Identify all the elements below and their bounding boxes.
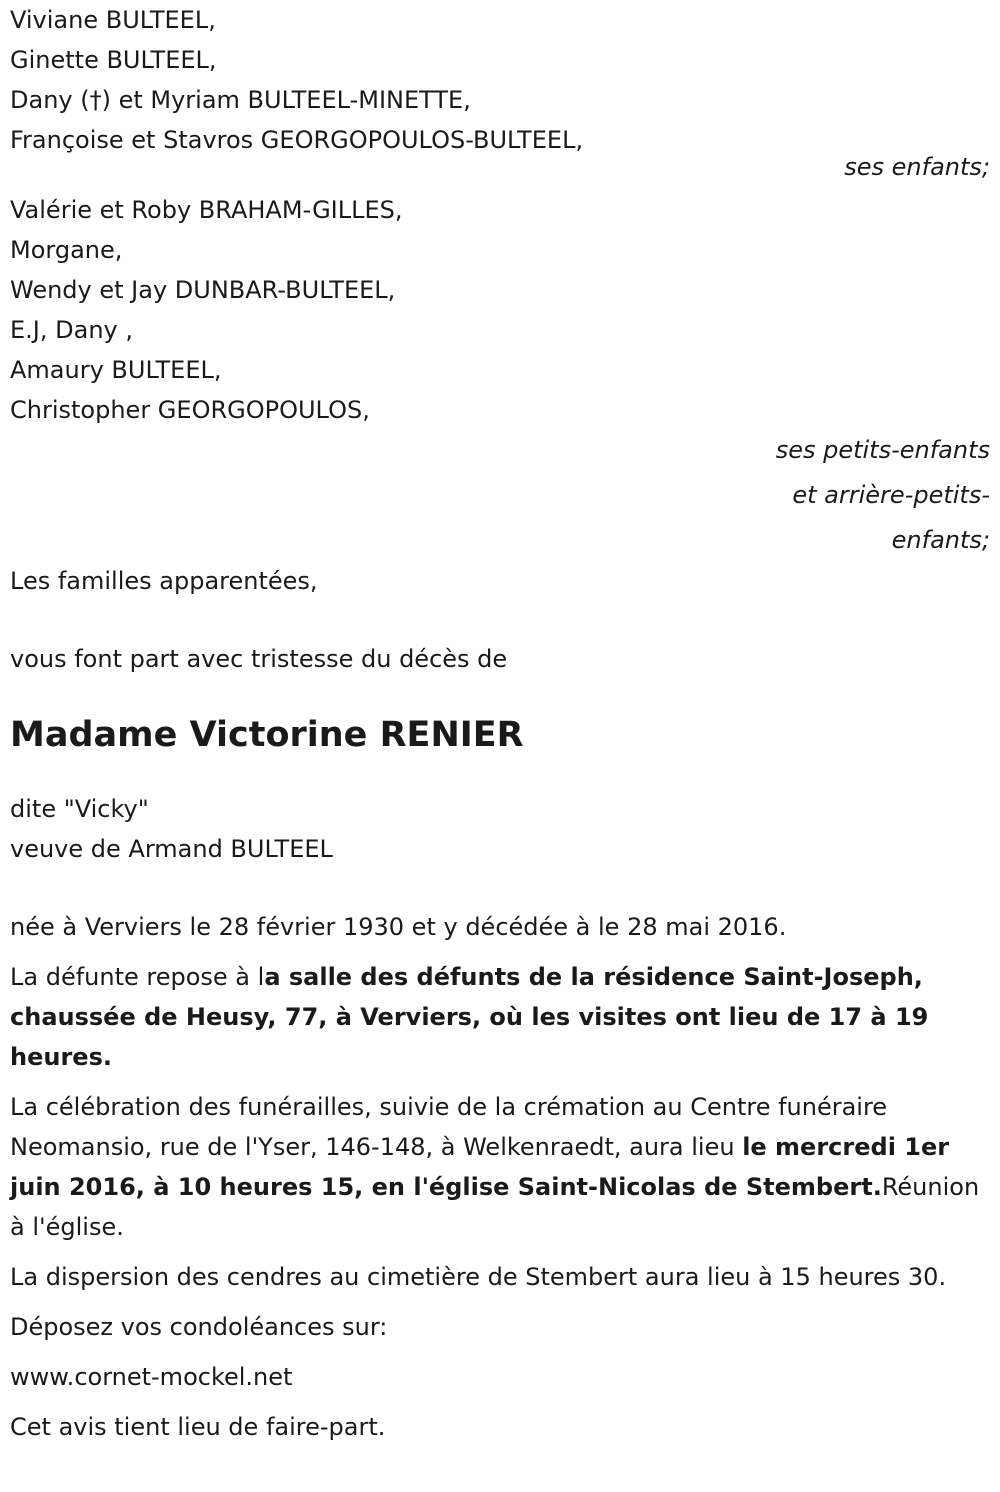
grandchild-line: Christopher GEORGOPOULOS, [10,396,370,424]
grandchildren-label-line: ses petits-enfants [775,436,990,464]
grandchild-line: Amaury BULTEEL, [10,356,222,384]
child-line: Dany (†) et Myriam BULTEEL-MINETTE, [10,86,471,114]
repose-bold: a salle des défunts de la résidence Saint-Joseph, chaussée de Heusy, 77, à Verviers, où les visites ont lieu de 17 à 19 heures. [10,963,929,1071]
families-line: Les familles apparentées, [10,567,318,595]
birth-death-line: née à Verviers le 28 février 1930 et y décédée à le 28 mai 2016. [10,913,787,941]
celebration-bold: le mercredi 1er juin 2016, à 10 heures 15, en l'église Saint-Nicolas de Stembert. [10,1133,950,1201]
children-label: ses enfants; [844,153,990,181]
grandchildren-label [10,428,990,563]
nickname-line: dite "Vicky" [10,795,149,823]
repose-prefix: La défunte repose à l [10,963,265,991]
child-line: Viviane BULTEEL, [10,6,216,34]
celebration-prefix: La célébration des funérailles, suivie de la crémation au Centre funéraire Neomansio, rue de l'Yser, 146-148, à Welkenraedt, aura lieu [10,1093,888,1161]
child-line: Ginette BULTEEL, [10,46,217,74]
child-line: Françoise et Stavros GEORGOPOULOS-BULTEEL, [10,126,584,154]
grandchild-line: Valérie et Roby BRAHAM-GILLES, [10,196,403,224]
grandchild-line: Wendy et Jay DUNBAR-BULTEEL, [10,276,396,304]
grandchild-line: E.J, Dany , [10,316,133,344]
dispersion-paragraph: La dispersion des cendres au cimetière de Stembert aura lieu à 15 heures 30. [10,1263,947,1291]
announce-line: vous font part avec tristesse du décès de [10,645,508,673]
celebration-paragraph [10,1087,990,1247]
repose-paragraph [10,957,990,1077]
grandchildren-label-line: enfants; [891,526,990,554]
closing-line: Cet avis tient lieu de faire-part. [10,1413,386,1441]
celebration-suffix: Réunion à l'église. [10,1173,980,1241]
grandchildren-label-line: et arrière-petits- [792,481,990,509]
grandchildren-list [10,190,990,430]
widow-line: veuve de Armand BULTEEL [10,835,333,863]
condolences-line: Déposez vos condoléances sur: [10,1313,388,1341]
grandchild-line: Morgane, [10,236,123,264]
children-list [10,0,990,160]
deceased-name: Madame Victorine RENIER [10,715,524,755]
website-link[interactable]: www.cornet-mockel.net [10,1363,293,1391]
